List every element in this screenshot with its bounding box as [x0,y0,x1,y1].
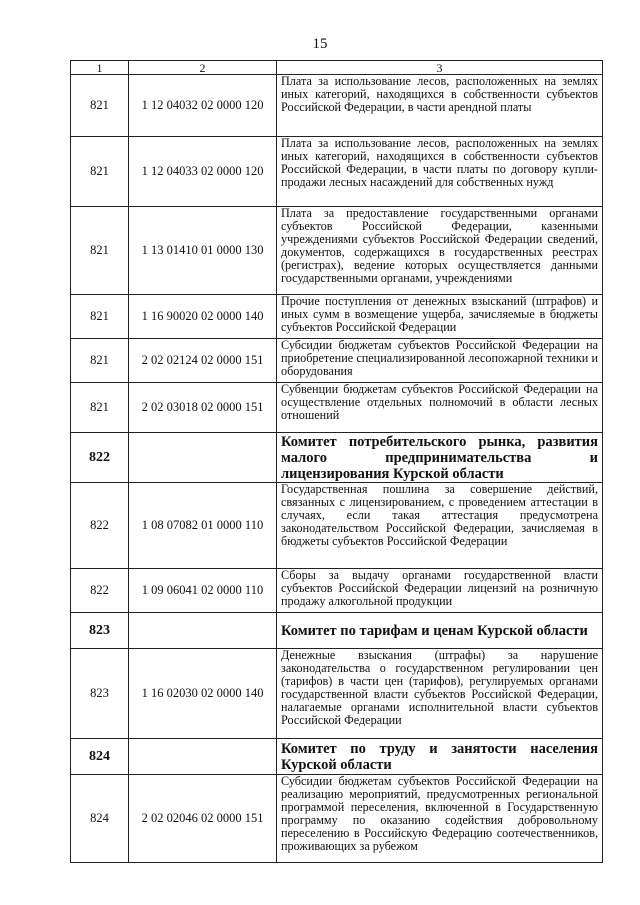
admin-code-cell: 822 [71,569,129,613]
description-cell: Сборы за выдачу органами государственной власти субъектов Российской Федерации лицензий на розничную продажу алкогольной продукции [277,569,603,613]
admin-code-cell: 821 [71,207,129,295]
revenue-code-cell: 1 09 06041 02 0000 110 [129,569,277,613]
revenue-code-cell: 2 02 02046 02 0000 151 [129,775,277,863]
description-cell: Плата за использование лесов, расположенных на землях иных категорий, находящихся в собственности субъектов Российской Федерации, в части платы по договору купли-продажи лесных насаждений для собственных нужд [277,137,603,207]
table-row [71,383,603,433]
admin-code-cell: 821 [71,137,129,207]
table-row [71,339,603,383]
revenue-code-cell: 1 08 07082 01 0000 110 [129,483,277,569]
table-row [71,75,603,137]
page-number: 15 [312,36,328,52]
description-cell: Субсидии бюджетам субъектов Российской Федерации на реализацию мероприятий, предусмотренных региональной программой переселения, включенной в Государственную программу по оказанию содействия добровольному переселению в Российскую Федерацию соотечественников, проживающих за рубежом [277,775,603,863]
revenue-code-cell: 1 16 02030 02 0000 140 [129,649,277,739]
admin-code-cell: 822 [71,483,129,569]
revenue-code-cell: 1 12 04032 02 0000 120 [129,75,277,137]
admin-code-cell: 823 [71,649,129,739]
admin-code-cell: 821 [71,295,129,339]
revenue-code-cell [129,739,277,775]
section-heading-row [71,739,603,775]
admin-code-cell: 824 [71,739,129,775]
section-heading-cell: Комитет потребительского рынка, развития малого предпринимательства и лицензирования Курской области [277,433,603,483]
table-row [71,483,603,569]
description-cell: Плата за использование лесов, расположенных на землях иных категорий, находящихся в собственности субъектов Российской Федерации, в части арендной платы [277,75,603,137]
admin-code-cell: 822 [71,433,129,483]
revenue-code-cell: 1 12 04033 02 0000 120 [129,137,277,207]
table-row [71,649,603,739]
table-row [71,569,603,613]
revenue-code-cell: 1 16 90020 02 0000 140 [129,295,277,339]
revenue-code-cell: 1 13 01410 01 0000 130 [129,207,277,295]
admin-code-cell: 821 [71,339,129,383]
table-row [71,137,603,207]
admin-code-cell: 821 [71,75,129,137]
revenue-codes-table [70,60,603,863]
revenue-code-cell [129,433,277,483]
admin-code-cell: 824 [71,775,129,863]
description-cell: Государственная пошлина за совершение действий, связанных с лицензированием, с проведением аттестации в случаях, если такая аттестация предусмотрена законодательством Российской Федерации, зачисляемая в бюджеты субъектов Российской Федерации [277,483,603,569]
revenue-code-cell [129,613,277,649]
column-header-3: 3 [277,61,603,75]
revenue-code-cell: 2 02 02124 02 0000 151 [129,339,277,383]
revenue-code-cell: 2 02 03018 02 0000 151 [129,383,277,433]
column-header-1: 1 [71,61,129,75]
description-cell: Денежные взыскания (штрафы) за нарушение законодательства о государственном регулировании цен (тарифов) в части цен (тарифов), регулируемых органами государственной власти субъектов Российской Федерации, налагаемые органами исполнительной власти субъектов Российской Федерации [277,649,603,739]
section-heading-row [71,613,603,649]
column-header-2: 2 [129,61,277,75]
description-cell: Субсидии бюджетам субъектов Российской Федерации на приобретение специализированной лесопожарной техники и оборудования [277,339,603,383]
description-cell: Субвенции бюджетам субъектов Российской Федерации на осуществление отдельных полномочий в области лесных отношений [277,383,603,433]
section-heading-row [71,433,603,483]
admin-code-cell: 821 [71,383,129,433]
description-cell: Прочие поступления от денежных взысканий (штрафов) и иных сумм в возмещение ущерба, зачисляемые в бюджеты субъектов Российской Федерации [277,295,603,339]
section-heading-cell: Комитет по труду и занятости населения Курской области [277,739,603,775]
description-cell: Плата за предоставление государственными органами субъектов Российской Федерации, казенными учреждениями субъектов Российской Федерации сведений, документов, содержащихся в государственных реестрах (регистрах), ведение которых осуществляется данными государственными органами, учреждениями [277,207,603,295]
table-row [71,775,603,863]
section-heading-cell: Комитет по тарифам и ценам Курской области [277,613,603,649]
admin-code-cell: 823 [71,613,129,649]
column-header-row [71,61,603,75]
table-row [71,207,603,295]
table-row [71,295,603,339]
